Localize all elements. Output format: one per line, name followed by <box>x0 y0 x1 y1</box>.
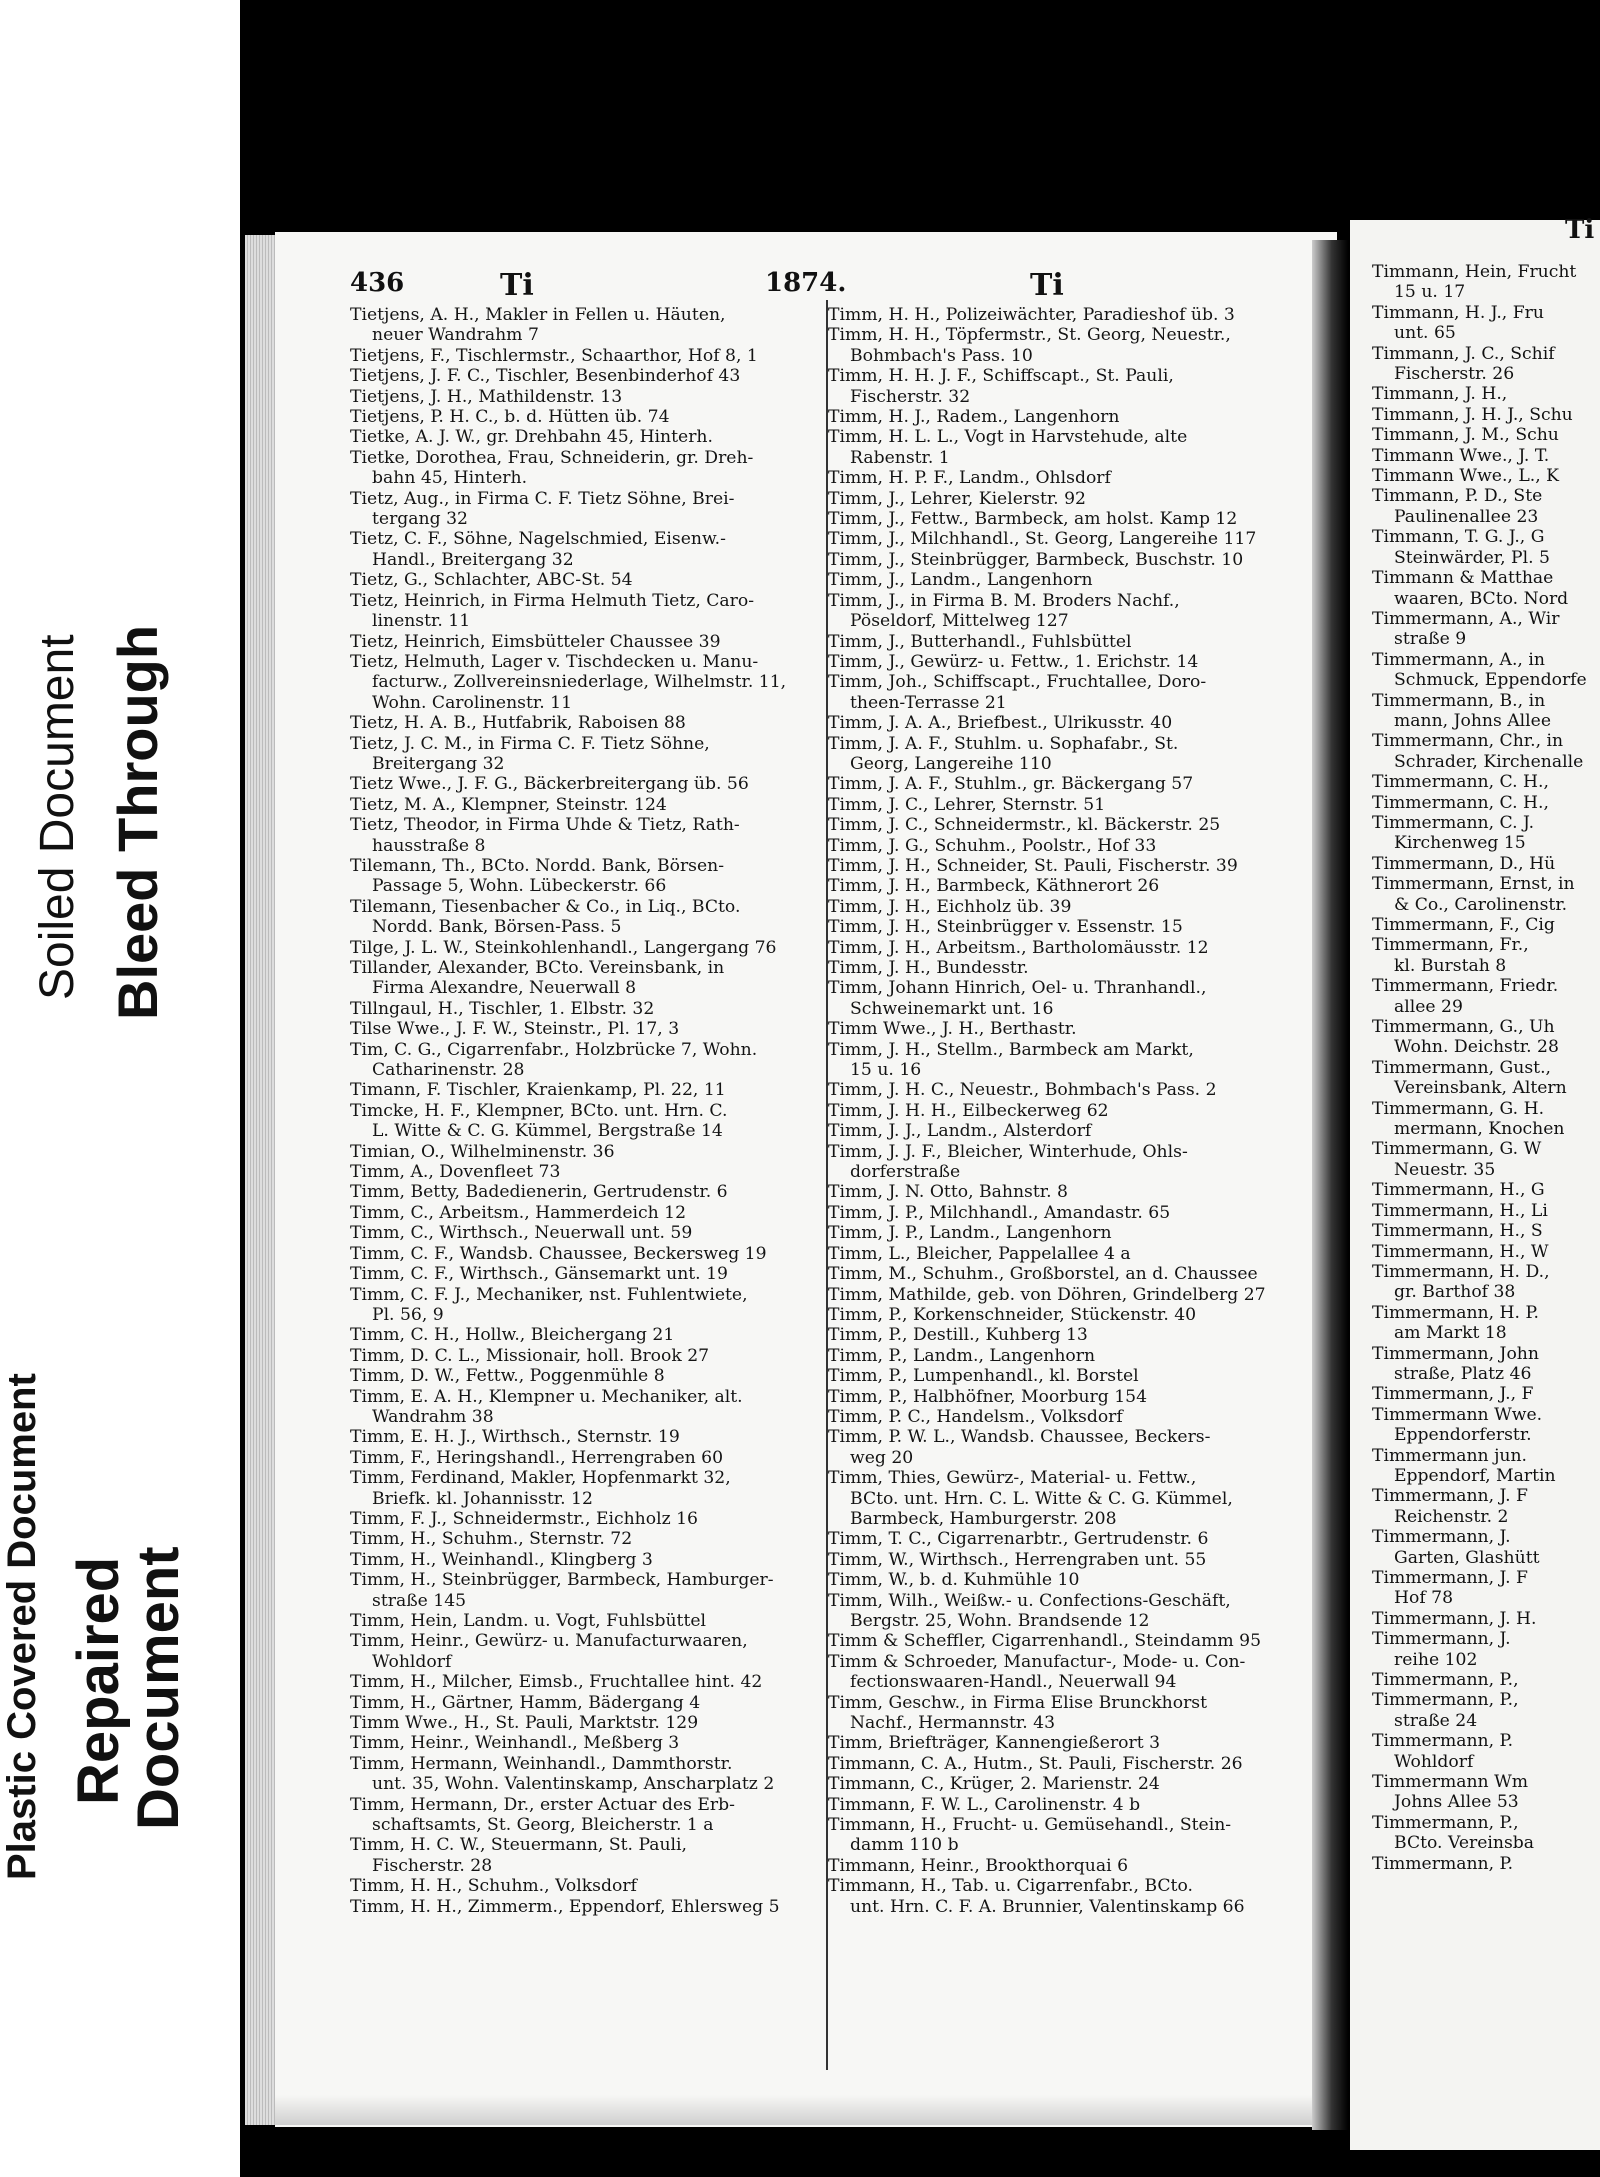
directory-entry-line: reihe 102 <box>1394 1649 1478 1670</box>
directory-entry-line: Timm, J. J., Landm., Alsterdorf <box>828 1121 1092 1142</box>
directory-entry-line: BCto. unt. Hrn. C. L. Witte & C. G. Kümmel, <box>850 1488 1233 1509</box>
directory-entry-line: Timmann, J. H., <box>1372 384 1508 405</box>
page-header <box>350 268 1310 308</box>
page-bottom-edge <box>275 2095 1337 2125</box>
directory-entry-line: Timmann, C., Krüger, 2. Marienstr. 24 <box>828 1774 1160 1795</box>
directory-entry-line: Timm, Joh., Schiffscapt., Fruchtallee, Doro- <box>828 672 1207 693</box>
directory-entry-line: Timm, J. P., Milchhandl., Amandastr. 65 <box>828 1202 1171 1223</box>
header-right-code: Ti <box>1030 268 1064 303</box>
directory-entry-line: Timm, D. W., Fettw., Poggenmühle 8 <box>350 1366 665 1387</box>
directory-entry-line: Timm, H. J., Radem., Langenhorn <box>828 407 1120 428</box>
directory-entry-line: Handl., Breitergang 32 <box>372 549 574 570</box>
directory-entry-line: Tietz, M. A., Klempner, Steinstr. 124 <box>350 794 667 815</box>
directory-entry-line: Tietke, A. J. W., gr. Drehbahn 45, Hinterh. <box>350 427 713 448</box>
directory-entry-line: Timmermann, G. H. <box>1372 1098 1545 1119</box>
directory-entry-line: Timmermann, P., <box>1372 1812 1519 1833</box>
directory-entry-line: Timm, P., Landm., Langenhorn <box>828 1345 1096 1366</box>
directory-entry-line: Timmermann, H., Li <box>1372 1200 1548 1221</box>
directory-entry-line: Timmermann jun. <box>1372 1445 1528 1466</box>
directory-entry-line: Timm, J. H., Bundesstr. <box>828 958 1029 978</box>
directory-entry-line: Tietjens, J. F. C., Tischler, Besenbinderhof 43 <box>350 366 741 387</box>
directory-entry-line: Timm, Thies, Gewürz-, Material- u. Fettw., <box>828 1468 1197 1489</box>
directory-entry-line: Timm, Wilh., Weißw.- u. Confections-Geschäft, <box>828 1590 1231 1611</box>
page-number: 436 <box>350 268 405 298</box>
directory-entry-line: Vereinsbank, Altern <box>1394 1078 1567 1099</box>
directory-entry-line: Tietke, Dorothea, Frau, Schneiderin, gr. Dreh- <box>350 447 754 468</box>
directory-entry-line: Timmermann, H. P. <box>1372 1302 1540 1323</box>
directory-entry-line: Schweinemarkt unt. 16 <box>850 998 1054 1019</box>
directory-entry-line: Timmermann, J. F <box>1372 1486 1528 1507</box>
directory-entry-line: Firma Alexandre, Neuerwall 8 <box>372 978 637 999</box>
directory-entry-line: 15 u. 17 <box>1394 282 1466 303</box>
directory-entry-line: weg 20 <box>850 1447 914 1468</box>
directory-entry-line: Bohmbach's Pass. 10 <box>850 345 1033 366</box>
directory-entry-line: Wohldorf <box>372 1651 452 1672</box>
directory-entry-line: Timmermann, J. <box>1372 1629 1511 1650</box>
directory-entry-line: Timmermann, H. D., <box>1372 1261 1550 1282</box>
directory-entry-line: Timm, C., Arbeitsm., Hammerdeich 12 <box>350 1202 687 1223</box>
directory-entry-line: unt. 35, Wohn. Valentinskamp, Anscharplatz 2 <box>372 1774 775 1795</box>
directory-entry-line: Timmann, T. G. J., G <box>1372 527 1545 548</box>
directory-entry-line: Tietz, G., Schlachter, ABC-St. 54 <box>350 570 633 591</box>
directory-entry-line: Timmermann, C. H., <box>1372 772 1549 793</box>
directory-entry-line: Timm, M., Schuhm., Großborstel, an d. Chaussee <box>828 1264 1258 1285</box>
directory-entry-line: unt. Hrn. C. F. A. Brunnier, Valentinskamp 66 <box>850 1896 1245 1917</box>
directory-entry-line: Timm, W., Wirthsch., Herrengraben unt. 55 <box>828 1549 1207 1570</box>
directory-entry-line: Timmermann, Gust., <box>1372 1057 1552 1078</box>
directory-entry-line: Timm, Geschw., in Firma Elise Brunckhorst <box>828 1692 1208 1713</box>
directory-entry-line: Timmermann, Chr., in <box>1372 731 1564 752</box>
directory-entry-line: straße 145 <box>372 1590 467 1611</box>
directory-entry-line: Tietz, Heinrich, in Firma Helmuth Tietz, Caro- <box>350 590 755 611</box>
directory-entry-line: Tietz, Heinrich, Eimsbütteler Chaussee 39 <box>350 631 721 652</box>
directory-entry-line: Kirchenweg 15 <box>1394 833 1526 854</box>
directory-entry-line: Eppendorferstr. <box>1394 1425 1532 1446</box>
directory-entry-line: mann, Johns Allee <box>1394 710 1552 731</box>
directory-entry-line: Timm, Heinr., Gewürz- u. Manufacturwaaren, <box>350 1631 748 1652</box>
directory-entry-line: Tillander, Alexander, BCto. Vereinsbank, in <box>350 958 725 978</box>
soiled-document-label: Soiled Document <box>31 634 84 1000</box>
header-year: 1874. <box>765 268 847 298</box>
bleed-through-label: Bleed Through <box>106 624 169 1020</box>
directory-entry-line: Timmermann, John <box>1372 1343 1539 1364</box>
directory-entry-line: Tilse Wwe., J. F. W., Steinstr., Pl. 17, 3 <box>350 1019 680 1040</box>
directory-entry-line: gr. Barthof 38 <box>1394 1282 1516 1303</box>
directory-entry-line: Timm, J. G., Schuhm., Poolstr., Hof 33 <box>828 835 1157 856</box>
directory-entry-line: Timmann, Hein, Frucht <box>1372 262 1577 282</box>
directory-entry-line: Timm, J., in Firma B. M. Broders Nachf., <box>828 590 1180 611</box>
repaired-label-line2: Document <box>126 1546 191 1830</box>
directory-entry-line: Timmermann, Friedr. <box>1372 976 1559 997</box>
directory-entry-line: Tietz, H. A. B., Hutfabrik, Raboisen 88 <box>350 713 686 734</box>
directory-entry-line: Timm, L., Bleicher, Pappelallee 4 a <box>828 1243 1131 1264</box>
directory-entry-line: neuer Wandrahm 7 <box>372 325 539 346</box>
directory-entry-line: Rabenstr. 1 <box>850 447 950 468</box>
directory-entry-line: Fischerstr. 26 <box>1394 364 1515 385</box>
directory-entry-line: Johns Allee 53 <box>1394 1792 1519 1813</box>
directory-entry-line: Garten, Glashütt <box>1394 1547 1540 1568</box>
directory-entry-line: Tilemann, Th., BCto. Nordd. Bank, Börsen- <box>350 855 725 876</box>
directory-entry-line: Timm, J. H. H., Eilbeckerweg 62 <box>828 1100 1109 1121</box>
directory-entry-line: Tietjens, J. H., Mathildenstr. 13 <box>350 386 623 407</box>
directory-entry-line: Timm Wwe., H., St. Pauli, Marktstr. 129 <box>350 1713 699 1734</box>
directory-entry-line: Wandrahm 38 <box>372 1406 494 1427</box>
directory-entry-line: Timmann, C. A., Hutm., St. Pauli, Fischerstr. 26 <box>828 1753 1243 1774</box>
directory-entry-line: Timm, J. C., Lehrer, Sternstr. 51 <box>828 794 1106 815</box>
directory-entry-line: Tietz, J. C. M., in Firma C. F. Tietz Söhne, <box>350 733 710 754</box>
directory-entry-line: Timmermann, P., <box>1372 1690 1519 1711</box>
directory-entry-line: am Markt 18 <box>1394 1323 1507 1344</box>
directory-entry-line: Timmann, H., Tab. u. Cigarrenfabr., BCto. <box>828 1876 1193 1897</box>
directory-entry-line: Timm, H. L. L., Vogt in Harvstehude, alte <box>828 427 1188 448</box>
directory-entry-line: Wohldorf <box>1394 1751 1474 1772</box>
directory-entry-line: Timm, Betty, Badedienerin, Gertrudenstr. 6 <box>350 1182 728 1203</box>
directory-entry-line: Timm, J. H., Barmbeck, Käthnerort 26 <box>828 876 1160 897</box>
directory-entry-line: Breitergang 32 <box>372 753 505 774</box>
directory-entry-line: Timmermann, J., F <box>1372 1384 1534 1405</box>
directory-entry-line: facturw., Zollvereinsniederlage, Wilhelmstr. 11, <box>372 672 787 693</box>
next-page-header-code: Ti <box>1565 215 1595 245</box>
directory-entry-line: Timmermann, Fr., <box>1372 935 1529 956</box>
directory-entry-line: Timm, P., Destill., Kuhberg 13 <box>828 1325 1088 1346</box>
directory-entry-line: Timm, Hermann, Dr., erster Actuar des Erb- <box>350 1794 735 1815</box>
directory-entry-line: Timmermann, H., S <box>1372 1221 1543 1242</box>
directory-entry-line: Timm, J. J. F., Bleicher, Winterhude, Ohls- <box>828 1141 1188 1162</box>
directory-entry-line: Timm, H., Milcher, Eimsb., Fruchtallee hint. 42 <box>350 1672 763 1693</box>
directory-entry-line: Schrader, Kirchenalle <box>1394 751 1584 772</box>
directory-entry-line: Timmann & Matthae <box>1372 568 1554 589</box>
directory-entry-line: Timm, J. A. A., Briefbest., Ulrikusstr. 40 <box>828 713 1173 734</box>
directory-entry-line: Tilemann, Tiesenbacher & Co., in Liq., BCto. <box>350 896 741 917</box>
directory-entry-line: Timmermann, H., G <box>1372 1180 1545 1201</box>
directory-entry-line: Timm, D. C. L., Missionair, holl. Brook 27 <box>350 1345 710 1366</box>
directory-entry-line: Tietz, Aug., in Firma C. F. Tietz Söhne, Brei- <box>350 488 735 509</box>
directory-entry-line: Timm, Briefträger, Kannengießerort 3 <box>828 1733 1161 1754</box>
directory-entry-line: Fischerstr. 32 <box>850 386 971 407</box>
directory-entry-line: Timmermann Wm <box>1372 1772 1529 1793</box>
directory-entry-line: Timmermann Wwe. <box>1372 1404 1543 1425</box>
directory-entry-line: Timm, F., Heringshandl., Herrengraben 60 <box>350 1447 724 1468</box>
directory-entry-line: dorferstraße <box>850 1162 961 1183</box>
directory-entry-line: Timm, Hein, Landm. u. Vogt, Fuhlsbüttel <box>350 1611 707 1631</box>
directory-entry-line: Tillngaul, H., Tischler, 1. Elbstr. 32 <box>350 998 655 1019</box>
plastic-covered-label: Plastic Covered Document <box>0 1373 44 1880</box>
directory-entry-line: Tietz, Theodor, in Firma Uhde & Tietz, Rath- <box>350 815 740 836</box>
directory-entry-line: Timm & Scheffler, Cigarrenhandl., Steindamm 95 <box>828 1631 1262 1652</box>
directory-entry-line: Wohn. Deichstr. 28 <box>1394 1037 1559 1058</box>
directory-entry-line: straße 24 <box>1394 1710 1478 1731</box>
directory-entry-line: Timmermann, B., in <box>1372 690 1546 711</box>
directory-entry-line: Briefk. kl. Johannisstr. 12 <box>372 1488 593 1509</box>
directory-entry-line: Timm, H. H., Töpfermstr., St. Georg, Neuestr., <box>828 325 1231 346</box>
repaired-label-line1: Repaired <box>66 1556 131 1805</box>
directory-entry-line: Timm, Mathilde, geb. von Döhren, Grindelberg 27 <box>828 1284 1266 1305</box>
directory-entry-line: Fischerstr. 28 <box>372 1855 493 1876</box>
directory-entry-line: Tilge, J. L. W., Steinkohlenhandl., Langergang 76 <box>350 937 777 958</box>
directory-entry-line: damm 110 b <box>850 1835 959 1856</box>
directory-entry-line: Timmann, P. D., Ste <box>1372 486 1543 507</box>
directory-entry-line: Timm, Hermann, Weinhandl., Dammthorstr. <box>350 1753 733 1774</box>
directory-entry-line: Timm, P. W. L., Wandsb. Chaussee, Beckers- <box>828 1427 1211 1448</box>
directory-entry-line: Timm, C., Wirthsch., Neuerwall unt. 59 <box>350 1223 693 1244</box>
directory-entry-line: Timmann, J. C., Schif <box>1372 343 1555 364</box>
directory-entry-line: Timm, A., Dovenfleet 73 <box>350 1162 561 1183</box>
directory-entry-line: Timmann, H. J., Fru <box>1372 302 1544 323</box>
directory-entry-line: BCto. Vereinsba <box>1394 1833 1535 1854</box>
directory-entry-line: Tietz, Helmuth, Lager v. Tischdecken u. Manu- <box>350 651 759 672</box>
directory-entry-line: Timm, H. P. F., Landm., Ohlsdorf <box>828 468 1111 489</box>
directory-entry-line: Timm, T. C., Cigarrenarbtr., Gertrudenstr. 6 <box>828 1529 1209 1550</box>
directory-entry-line: Timm, J. H. C., Neuestr., Bohmbach's Pass. 2 <box>828 1080 1217 1101</box>
directory-entry-line: Paulinenallee 23 <box>1394 506 1539 527</box>
directory-entry-line: Timmermann, P., <box>1372 1670 1519 1691</box>
directory-entry-line: Timm, J. P., Landm., Langenhorn <box>828 1223 1112 1244</box>
directory-entry-line: waaren, BCto. Nord <box>1394 588 1569 609</box>
directory-entry-line: Timm, C. F. J., Mechaniker, nst. Fuhlentwiete, <box>350 1284 748 1305</box>
directory-entry-line: Timmann, F. W. L., Carolinenstr. 4 b <box>828 1794 1141 1815</box>
directory-entry-line: Timm, H. H., Schuhm., Volksdorf <box>350 1876 637 1897</box>
directory-entry-line: Schmuck, Eppendorfe <box>1394 670 1587 691</box>
directory-entry-line: mermann, Knochen <box>1394 1119 1565 1140</box>
directory-entry-line: Timmermann, J. <box>1372 1527 1511 1548</box>
directory-entry-line: Eppendorf, Martin <box>1394 1465 1556 1486</box>
directory-entry-line: Georg, Langereihe 110 <box>850 753 1052 774</box>
directory-entry-line: Timmermann, G. W <box>1372 1139 1542 1160</box>
directory-entry-line: Timmermann, H., W <box>1372 1241 1549 1262</box>
directory-entry-line: Tietz Wwe., J. F. G., Bäckerbreitergang üb. 56 <box>350 774 749 795</box>
directory-entry-line: Neuestr. 35 <box>1394 1159 1496 1180</box>
directory-entry-line: Timm, J. A. F., Stuhlm. u. Sophafabr., St. <box>828 733 1179 754</box>
directory-entry-line: Timmermann, J. H. <box>1372 1608 1537 1629</box>
directory-entry-line: Timmermann, J. F <box>1372 1568 1528 1588</box>
directory-entry-line: Tietz, C. F., Söhne, Nagelschmied, Eisenw.- <box>350 529 726 550</box>
directory-entry-line: Timm, C. F., Wandsb. Chaussee, Beckersweg 19 <box>350 1243 767 1264</box>
directory-entry-line: Timmermann, C. H., <box>1372 792 1549 813</box>
directory-entry-line: Timmermann, P. <box>1372 1731 1514 1752</box>
directory-entry-line: Timm, J., Butterhandl., Fuhlsbüttel <box>828 631 1132 652</box>
directory-entry-line: 15 u. 16 <box>850 1060 922 1081</box>
left-column <box>350 305 826 1917</box>
directory-entry-line: Timm, W., b. d. Kuhmühle 10 <box>828 1570 1080 1591</box>
directory-entry-line: Timm, C. F., Wirthsch., Gänsemarkt unt. 19 <box>350 1264 728 1285</box>
directory-entry-line: Timm Wwe., J. H., Berthastr. <box>828 1019 1077 1040</box>
directory-entry-line: Timmermann, A., in <box>1372 649 1545 670</box>
directory-entry-line: Timm, Johann Hinrich, Oel- u. Thranhandl., <box>828 978 1207 999</box>
directory-entry-line: Reichenstr. 2 <box>1394 1506 1509 1527</box>
directory-entry-line: Timm, H. H., Zimmerm., Eppendorf, Ehlersweg 5 <box>350 1896 780 1917</box>
directory-entry-line: & Co., Carolinenstr. <box>1394 894 1568 915</box>
directory-entry-line: kl. Burstah 8 <box>1394 955 1507 976</box>
directory-entry-line: Timm, J. H., Schneider, St. Pauli, Fischerstr. 39 <box>828 855 1238 876</box>
directory-entry-line: Tietjens, F., Tischlermstr., Schaarthor, Hof 8, 1 <box>350 345 758 366</box>
book-binding <box>1312 240 1348 2130</box>
directory-entry-line: unt. 65 <box>1394 323 1456 344</box>
directory-entry-line: Timm, P., Korkenschneider, Stückenstr. 40 <box>828 1304 1197 1325</box>
directory-entry-line: Timm, J. H., Steinbrügger v. Essenstr. 15 <box>828 917 1183 938</box>
directory-entry-line: Timm, H., Steinbrügger, Barmbeck, Hamburger- <box>350 1570 774 1591</box>
directory-entry-line: Timmann, H., Frucht- u. Gemüsehandl., Stein- <box>828 1815 1232 1836</box>
directory-entry-line: Timm, P., Lumpenhandl., kl. Borstel <box>828 1366 1139 1387</box>
directory-entry-line: Tietjens, A. H., Makler in Fellen u. Häuten, <box>350 305 726 325</box>
directory-entry-line: Timann, F. Tischler, Kraienkamp, Pl. 22, 11 <box>350 1080 726 1101</box>
directory-entry-line: hausstraße 8 <box>372 835 486 856</box>
directory-entry-line: Timm, Ferdinand, Makler, Hopfenmarkt 32, <box>350 1468 731 1489</box>
directory-entry-line: theen-Terrasse 21 <box>850 692 1007 713</box>
directory-entry-line: Timm, F. J., Schneidermstr., Eichholz 16 <box>350 1508 698 1529</box>
directory-entry-line: Timm, J. N. Otto, Bahnstr. 8 <box>828 1182 1068 1203</box>
directory-entry-line: Timm, H. C. W., Steuermann, St. Pauli, <box>350 1835 688 1856</box>
directory-entry-line: Timm & Schroeder, Manufactur-, Mode- u. Con- <box>828 1651 1246 1672</box>
directory-entry-line: Timmann, Heinr., Brookthorquai 6 <box>828 1855 1129 1876</box>
directory-entry-line: Timmermann, C. J. <box>1372 812 1535 833</box>
directory-entry-line: Timm, J., Fettw., Barmbeck, am holst. Kamp 12 <box>828 509 1238 530</box>
page-edges <box>245 235 275 2125</box>
directory-entry-line: linenstr. 11 <box>372 611 471 632</box>
directory-entry-line: Timm, J. A. F., Stuhlm., gr. Bäckergang 57 <box>828 774 1194 795</box>
directory-entry-line: Wohn. Carolinenstr. 11 <box>372 692 573 713</box>
directory-entry-line: Timm, H. H., Polizeiwächter, Paradieshof üb. 3 <box>828 305 1235 325</box>
directory-entry-line: Pl. 56, 9 <box>372 1304 444 1325</box>
directory-entry-line: tergang 32 <box>372 509 468 530</box>
directory-entry-line: allee 29 <box>1394 996 1463 1017</box>
directory-entry-line: Timm, H. H. J. F., Schiffscapt., St. Pauli, <box>828 366 1174 387</box>
directory-entry-line: Timm, J., Landm., Langenhorn <box>828 570 1093 591</box>
directory-entry-line: Timmann Wwe., L., K <box>1372 466 1559 487</box>
directory-entry-line: Pöseldorf, Mittelweg 127 <box>850 611 1069 632</box>
directory-entry-line: Nordd. Bank, Börsen-Pass. 5 <box>372 917 622 938</box>
directory-entry-line: Timm, J. H., Arbeitsm., Bartholomäusstr. 12 <box>828 937 1209 958</box>
directory-entry-line: bahn 45, Hinterh. <box>372 468 528 489</box>
directory-entry-line: Timcke, H. F., Klempner, BCto. unt. Hrn. C. <box>350 1100 728 1121</box>
directory-entry-line: Timmermann, F., Cig <box>1372 915 1555 935</box>
directory-entry-line: Timm, H., Weinhandl., Klingberg 3 <box>350 1549 653 1570</box>
directory-entry-line: Timmermann, P. <box>1372 1853 1514 1874</box>
directory-entry-line: Timm, H., Gärtner, Hamm, Bädergang 4 <box>350 1692 701 1713</box>
directory-entry-line: Timm, Heinr., Weinhandl., Meßberg 3 <box>350 1733 680 1754</box>
directory-entry-line: Timmermann, G., Uh <box>1372 1017 1555 1038</box>
directory-entry-line: Timm, J., Gewürz- u. Fettw., 1. Erichstr. 14 <box>828 651 1199 672</box>
directory-entry-line: Tim, C. G., Cigarrenfabr., Holzbrücke 7, Wohn. <box>350 1039 758 1060</box>
directory-entry-line: Barmbeck, Hamburgerstr. 208 <box>850 1508 1117 1529</box>
directory-entry-line: Tietjens, P. H. C., b. d. Hütten üb. 74 <box>350 407 670 428</box>
directory-entry-line: Timmann, J. M., Schu <box>1372 425 1559 446</box>
directory-entry-line: schaftsamts, St. Georg, Bleicherstr. 1 a <box>372 1815 714 1836</box>
directory-entry-line: Catharinenstr. 28 <box>372 1060 525 1081</box>
directory-entry-line: Timm, J., Milchhandl., St. Georg, Langereihe 117 <box>828 529 1257 550</box>
directory-entry-line: Timm, J. H., Eichholz üb. 39 <box>828 896 1072 917</box>
directory-entry-line: Timmann, J. H. J., Schu <box>1372 404 1573 425</box>
directory-entry-line: Steinwärder, Pl. 5 <box>1394 547 1550 568</box>
directory-entry-line: Timm, J., Steinbrügger, Barmbeck, Buschstr. 10 <box>828 549 1244 570</box>
directory-entry-line: Hof 78 <box>1394 1588 1454 1609</box>
right-column <box>828 305 1300 1917</box>
directory-entry-line: Passage 5, Wohn. Lübeckerstr. 66 <box>372 876 667 897</box>
directory-entry-line: Timm, E. H. J., Wirthsch., Sternstr. 19 <box>350 1427 680 1448</box>
directory-entry-line: Timm, C. H., Hollw., Bleichergang 21 <box>350 1325 675 1346</box>
directory-entry-line: Timm, H., Schuhm., Sternstr. 72 <box>350 1529 633 1550</box>
directory-entry-line: Timm, P. C., Handelsm., Volksdorf <box>828 1406 1123 1427</box>
directory-entry-line: Bergstr. 25, Wohn. Brandsende 12 <box>850 1611 1150 1631</box>
header-left-code: Ti <box>500 268 534 303</box>
directory-entry-line: fectionswaaren-Handl., Neuerwall 94 <box>850 1672 1177 1693</box>
directory-entry-line: straße, Platz 46 <box>1394 1363 1532 1384</box>
directory-entry-line: Timm, J., Lehrer, Kielerstr. 92 <box>828 488 1086 509</box>
directory-entry-line: Timm, P., Halbhöfner, Moorburg 154 <box>828 1386 1148 1407</box>
directory-entry-line: Nachf., Hermannstr. 43 <box>850 1713 1056 1734</box>
directory-entry-line: straße 9 <box>1394 629 1467 650</box>
directory-entry-line: Timmermann, A., Wir <box>1372 608 1560 629</box>
directory-entry-line: Timmann Wwe., J. T. <box>1372 445 1550 466</box>
directory-entry-line: L. Witte & C. G. Kümmel, Bergstraße 14 <box>372 1121 723 1142</box>
directory-entry-line: Timm, E. A. H., Klempner u. Mechaniker, alt. <box>350 1386 743 1407</box>
directory-entry-line: Timm, J. H., Stellm., Barmbeck am Markt, <box>828 1039 1194 1060</box>
next-page-column <box>1372 262 1600 1874</box>
directory-entry-line: Timian, O., Wilhelminenstr. 36 <box>350 1141 615 1162</box>
directory-entry-line: Timm, J. C., Schneidermstr., kl. Bäckerstr. 25 <box>828 815 1221 836</box>
directory-entry-line: Timmermann, Ernst, in <box>1372 874 1575 895</box>
directory-entry-line: Timmermann, D., Hü <box>1372 853 1556 874</box>
